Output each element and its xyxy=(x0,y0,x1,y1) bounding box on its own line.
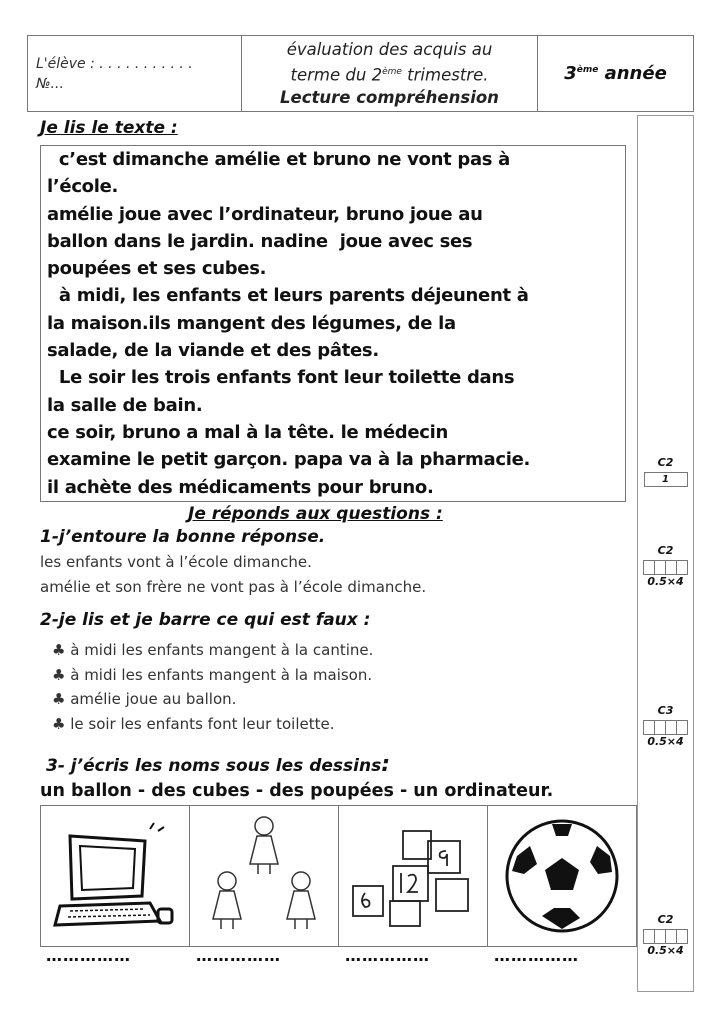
criterion-label: C2 xyxy=(657,544,674,557)
q2-item-text: à midi les enfants mangent à la maison. xyxy=(70,665,373,684)
q1-option-1[interactable]: les enfants vont à l’école dimanche. xyxy=(40,553,312,571)
score-boxes[interactable] xyxy=(638,929,693,944)
soccer-ball-drawing-icon xyxy=(502,816,622,936)
q3-colon: : xyxy=(381,752,390,777)
header-table xyxy=(27,35,694,112)
text-line: amélie joue avec l’ordinateur, bruno joue au xyxy=(47,203,483,225)
computer-drawing-icon xyxy=(50,821,180,931)
club-bullet-icon: ♣ xyxy=(52,714,66,733)
grade-label xyxy=(564,63,667,84)
term-text-end: trimestre. xyxy=(401,65,489,85)
score-scale: 0.5×4 xyxy=(647,575,684,588)
title-cell xyxy=(242,36,538,111)
text-line: ballon dans le jardin. nadine joue avec ses xyxy=(47,230,473,252)
picture-computer xyxy=(41,806,190,946)
score-boxes[interactable] xyxy=(638,720,693,735)
eval-title: évaluation des acquis au xyxy=(286,39,493,59)
text-line: la maison.ils mangent des légumes, de la xyxy=(47,312,456,334)
q2-item[interactable] xyxy=(52,638,373,663)
reading-text xyxy=(40,145,626,502)
club-bullet-icon: ♣ xyxy=(52,641,66,659)
grading-column xyxy=(637,115,694,992)
answer-blank[interactable]: …………… xyxy=(494,946,579,965)
text-line: la salle de bain. xyxy=(47,394,203,416)
cubes-drawing-icon xyxy=(348,821,478,931)
dolls-drawing-icon xyxy=(199,811,329,941)
q2-item-text: le soir les enfants font leur toilette. xyxy=(70,714,335,733)
club-bullet-icon: ♣ xyxy=(52,690,66,708)
mark-c2-q0 xyxy=(638,456,693,487)
answer-blank[interactable]: …………… xyxy=(345,946,430,965)
student-number-field[interactable]: №... xyxy=(36,75,64,92)
text-line: salade, de la viande et des pâtes. xyxy=(47,340,379,362)
q2-item-text: à midi les enfants mangent à la cantine. xyxy=(70,641,374,659)
eval-term xyxy=(291,61,489,87)
term-sup: ème xyxy=(382,66,402,77)
q2-item[interactable] xyxy=(52,712,373,737)
text-line: c’est dimanche amélie et bruno ne vont pas à xyxy=(47,149,511,170)
q1-title: 1-j’entoure la bonne réponse. xyxy=(40,527,326,547)
picture-ball xyxy=(488,806,636,946)
q3-title xyxy=(46,752,390,777)
picture-dolls xyxy=(190,806,339,946)
score-boxes[interactable] xyxy=(638,560,693,575)
student-cell xyxy=(28,36,242,111)
criterion-label: C2 xyxy=(657,913,674,926)
q2-item[interactable] xyxy=(52,687,373,712)
text-line: l’école. xyxy=(47,176,119,198)
grade-sup: ème xyxy=(576,65,599,75)
q2-title: 2-je lis et je barre ce qui est faux : xyxy=(40,610,371,630)
score-box[interactable]: 1 xyxy=(644,472,688,487)
score-scale: 0.5×4 xyxy=(647,944,684,957)
grade-num: 3 xyxy=(564,63,577,84)
text-line: il achète des médicaments pour bruno. xyxy=(47,476,434,498)
text-line: examine le petit garçon. papa va à la pharmacie. xyxy=(47,449,531,471)
grade-cell xyxy=(538,36,693,111)
answer-blank[interactable]: …………… xyxy=(196,946,281,965)
q3-title-text: 3- j’écris les noms sous les dessins xyxy=(46,756,382,776)
mark-c3-q2 xyxy=(638,704,693,748)
q3-word-list: un ballon - des cubes - des poupées - un ordinateur. xyxy=(40,781,554,801)
q2-item-text: amélie joue au ballon. xyxy=(70,690,237,708)
text-line: à midi, les enfants et leurs parents déjeunent à xyxy=(47,285,529,307)
mark-c2-q1 xyxy=(638,544,693,588)
answer-blank[interactable]: …………… xyxy=(46,946,131,965)
score-scale: 0.5×4 xyxy=(647,735,684,748)
picture-cubes xyxy=(339,806,488,946)
reading-heading: Je lis le texte : xyxy=(40,118,178,138)
grade-word: année xyxy=(598,63,667,84)
criterion-label: C2 xyxy=(657,456,674,469)
student-name-field[interactable]: L'élève : . . . . . . . . . . . xyxy=(36,55,193,72)
text-line: ce soir, bruno a mal à la tête. le médecin xyxy=(47,421,448,443)
subject-title: Lecture compréhension xyxy=(280,88,499,108)
picture-row xyxy=(40,805,637,947)
q2-item[interactable] xyxy=(52,663,373,688)
term-text: terme du 2 xyxy=(290,65,383,85)
q1-option-2[interactable]: amélie et son frère ne vont pas à l’école dimanche. xyxy=(40,578,427,596)
club-bullet-icon: ♣ xyxy=(52,665,66,684)
questions-heading: Je réponds aux questions : xyxy=(188,504,443,524)
text-line: poupées et ses cubes. xyxy=(47,258,267,280)
text-line: Le soir les trois enfants font leur toilette dans xyxy=(47,367,515,389)
criterion-label: C3 xyxy=(657,704,674,717)
mark-c2-q3 xyxy=(638,913,693,957)
q2-list xyxy=(52,638,373,736)
